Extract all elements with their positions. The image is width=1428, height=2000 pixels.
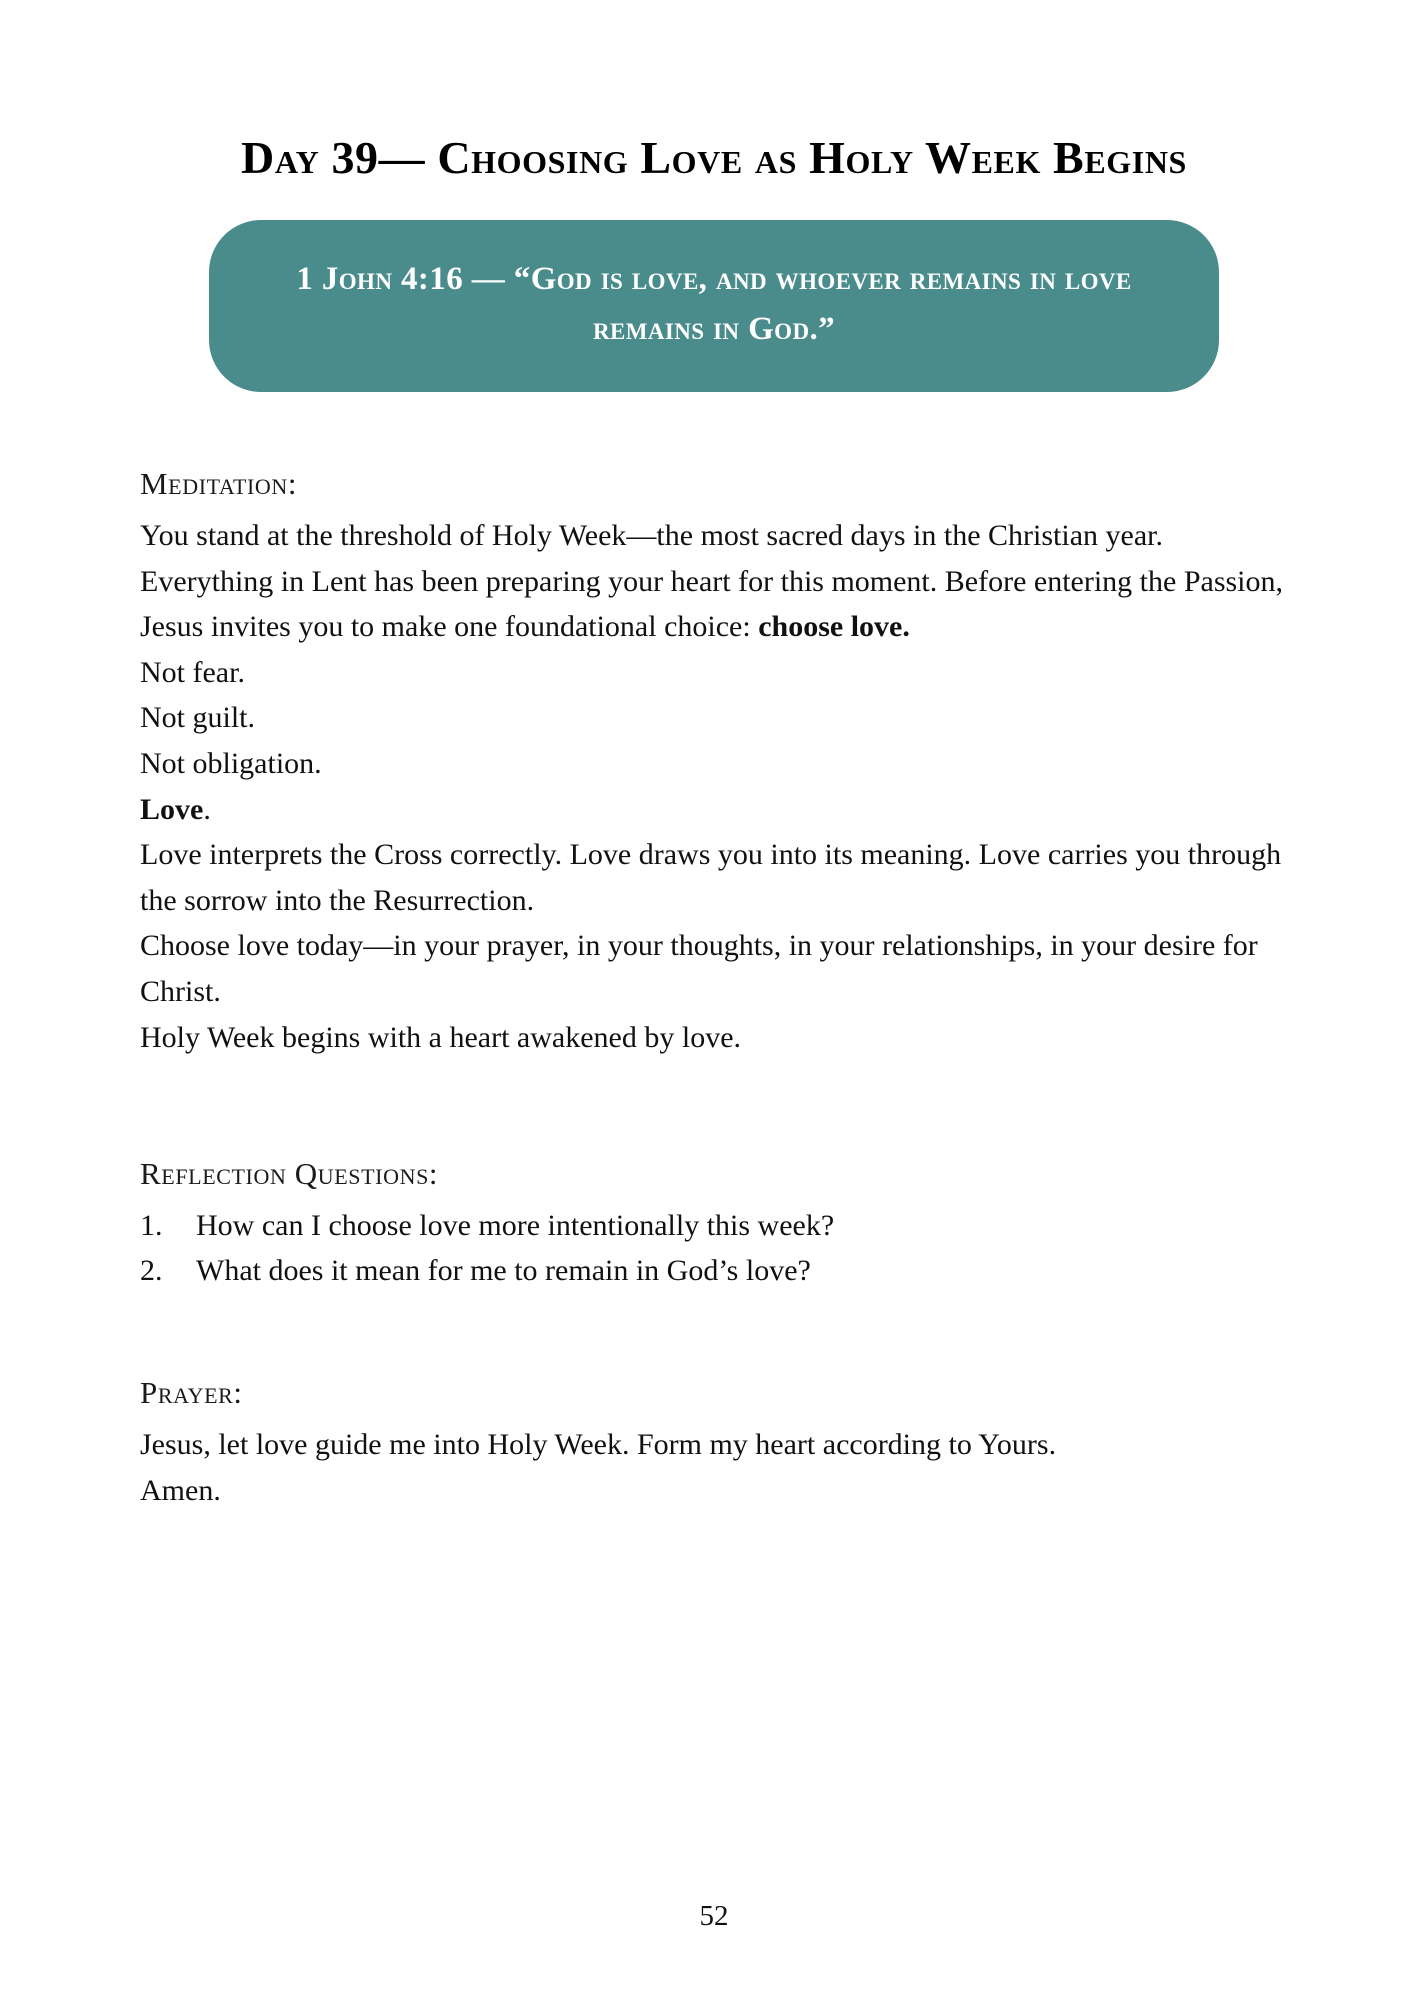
list-item [140,1203,1288,1248]
page-title-text: Day 39— Choosing Love as Holy Week Begins [241,132,1187,183]
meditation-heading: Meditation: [140,466,298,502]
meditation-love-period: . [203,792,211,826]
page-title [140,0,1288,188]
prayer-heading: Prayer: [140,1375,243,1411]
reflection-questions-heading: Reflection Questions: [140,1156,439,1192]
page-number: 52 [699,1900,729,1932]
spacer-after-meditation [140,1060,1288,1152]
meditation-love-emphasis: Love [140,792,204,826]
scripture-verse-text: 1 John 4:16 — “God is love, and whoever remains in love remains in God.” [296,260,1132,347]
list-item [140,1248,1288,1293]
meditation-paragraph-4: Holy Week begins with a heart awakened by love. [140,1020,742,1054]
meditation-choose-love-emphasis: choose love. [758,610,910,644]
question-text: How can I choose love more intentionally this week? [196,1209,835,1243]
question-number: 1. [140,1209,163,1243]
meditation-paragraph-1-text: You stand at the threshold of Holy Week—the most sacred days in the Christian year. Everything in Lent has been preparing your heart for this moment. Before entering the Passion, Jesus invites you to make one foundational choice: [140,519,1284,644]
prayer-text-line-1: Jesus, let love guide me into Holy Week. Form my heart according to Yours. [140,1428,1057,1462]
scripture-callout-box [209,220,1219,392]
spacer-after-reflection [140,1293,1288,1371]
question-text: What does it mean for me to remain in God’s love? [196,1254,811,1288]
meditation-line-love [140,787,1288,833]
reflection-questions-list [140,1203,1288,1293]
meditation-paragraph-1 [140,513,1288,650]
meditation-paragraph-3: Choose love today—in your prayer, in your thoughts, in your relationships, in your desire for Christ. [140,929,1258,1008]
meditation-line-not-obligation: Not obligation. [140,747,322,781]
page-content [140,462,1288,1513]
meditation-line-not-guilt: Not guilt. [140,701,256,735]
question-number: 2. [140,1254,163,1288]
prayer-text-line-2: Amen. [140,1473,221,1507]
meditation-paragraph-2: Love interprets the Cross correctly. Love draws you into its meaning. Love carries you through the sorrow into the Resurrection. [140,838,1282,917]
meditation-line-not-fear: Not fear. [140,655,245,689]
